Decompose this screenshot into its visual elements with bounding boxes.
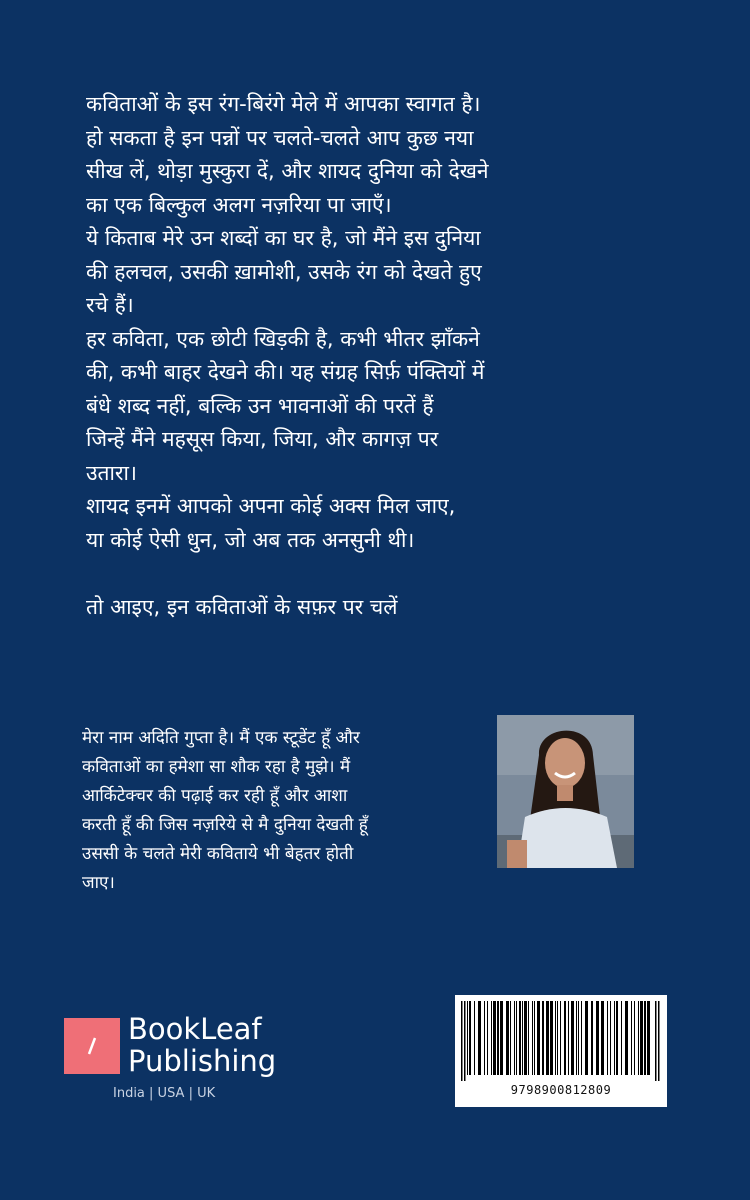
barcode-bar xyxy=(467,1001,468,1075)
author-photo xyxy=(497,715,634,868)
bio-line: जाए। xyxy=(82,873,115,893)
barcode-bar xyxy=(634,1001,635,1075)
barcode-bar xyxy=(478,1001,481,1075)
blurb-line: रचे हैं। xyxy=(86,293,134,317)
barcode-bar xyxy=(546,1001,549,1075)
barcode-bar xyxy=(493,1001,496,1075)
barcode-bar xyxy=(514,1001,515,1075)
author-bio xyxy=(82,724,482,898)
barcode-bar xyxy=(596,1001,599,1075)
barcode-bar xyxy=(640,1001,643,1075)
barcode-bar xyxy=(557,1001,558,1075)
blurb-line: की, कभी बाहर देखने की। यह संग्रह सिर्फ़ पंक्तियों में xyxy=(86,360,485,384)
barcode-bar xyxy=(614,1001,615,1075)
barcode-bar xyxy=(585,1001,588,1075)
barcode-bar xyxy=(524,1001,527,1075)
bio-line: मेरा नाम अदिति गुप्ता है। मैं एक स्टूडेंट हूँ और xyxy=(82,728,360,748)
barcode-bar xyxy=(528,1001,529,1075)
barcode-bar xyxy=(522,1001,523,1075)
publisher-logo xyxy=(64,1018,120,1074)
bio-line: करती हूँ की जिस नज़रिये से मै दुनिया देखती हूँ xyxy=(82,815,368,835)
blurb-line: हो सकता है इन पन्नों पर चलते-चलते आप कुछ नया xyxy=(86,125,474,150)
barcode-bars xyxy=(455,995,667,1081)
barcode-bar xyxy=(576,1001,577,1075)
barcode-bar xyxy=(610,1001,611,1075)
publisher-name-line2: Publishing xyxy=(128,1044,277,1078)
barcode-bar xyxy=(564,1001,566,1075)
barcode-bar xyxy=(568,1001,569,1075)
barcode-bar xyxy=(510,1001,511,1075)
barcode-bar xyxy=(581,1001,582,1075)
blurb-line: बंधे शब्द नहीं, बल्कि उन भावनाओं की परतें हैं xyxy=(86,393,434,418)
barcode-bar xyxy=(631,1001,632,1075)
publisher-regions: India | USA | UK xyxy=(113,1086,216,1101)
blurb-line: सीख लें, थोड़ा मुस्कुरा दें, और शायद दुनिया को देखने xyxy=(86,159,489,183)
blurb-line: कविताओं के इस रंग-बिरंगे मेले में आपका स्वागत है। xyxy=(86,92,481,116)
blurb-spacer xyxy=(86,557,686,591)
barcode-bar xyxy=(578,1001,579,1075)
barcode-bar xyxy=(519,1001,521,1075)
author-photo-illustration xyxy=(497,715,634,868)
blurb-line: या कोई ऐसी धुन, जो अब तक अनसुनी थी। xyxy=(86,527,415,552)
barcode-bar xyxy=(542,1001,544,1075)
barcode-bar xyxy=(537,1001,540,1075)
barcode-bar xyxy=(461,1001,463,1081)
barcode-bar xyxy=(607,1001,608,1075)
blurb-line: हर कविता, एक छोटी खिड़की है, कभी भीतर झाँकने xyxy=(86,326,480,351)
isbn-barcode xyxy=(455,995,667,1107)
barcode-bar xyxy=(571,1001,574,1075)
barcode-bar xyxy=(516,1001,517,1075)
blurb-line: उतारा। xyxy=(86,460,137,485)
blurb-closing-line: तो आइए, इन कविताओं के सफ़र पर चलें xyxy=(86,594,398,619)
barcode-bar xyxy=(487,1001,488,1075)
barcode-bar xyxy=(638,1001,639,1075)
barcode-bar xyxy=(621,1001,622,1075)
blurb-line: शायद इनमें आपको अपना कोई अक्स मिल जाए, xyxy=(86,494,456,518)
barcode-bar xyxy=(550,1001,553,1075)
blurb-line: की हलचल, उसकी ख़ामोशी, उसके रंग को देखते हुए xyxy=(86,259,482,284)
barcode-bar xyxy=(469,1001,471,1075)
barcode-bar xyxy=(484,1001,485,1075)
barcode-bar xyxy=(474,1001,475,1075)
barcode-bar xyxy=(591,1001,593,1075)
publisher-name-line1: BookLeaf xyxy=(128,1012,262,1046)
barcode-bar xyxy=(497,1001,499,1075)
barcode-bar xyxy=(532,1001,533,1075)
barcode-bar xyxy=(534,1001,535,1075)
isbn-number: 9798900812809 xyxy=(510,1083,612,1097)
barcode-bar xyxy=(555,1001,556,1075)
barcode-bar xyxy=(655,1001,657,1081)
blurb-line: ये किताब मेरे उन शब्दों का घर है, जो मैंने इस दुनिया xyxy=(86,226,481,250)
bio-line: आर्किटेक्चर की पढ़ाई कर रही हूँ और आशा xyxy=(82,786,348,806)
bio-line: कविताओं का हमेशा सा शौक रहा है मुझे। मैं xyxy=(82,757,351,777)
bio-line: उससी के चलते मेरी कविताये भी बेहतर होती xyxy=(82,844,354,864)
back-cover-blurb xyxy=(86,88,686,624)
barcode-bar xyxy=(658,1001,660,1081)
barcode-bar xyxy=(464,1001,466,1081)
barcode-bar xyxy=(616,1001,618,1075)
blurb-line: जिन्हें मैंने महसूस किया, जिया, और कागज़ पर xyxy=(86,427,439,451)
barcode-bar xyxy=(625,1001,628,1075)
barcode-bar xyxy=(500,1001,503,1075)
barcode-bar xyxy=(644,1001,646,1075)
barcode-bar xyxy=(560,1001,561,1075)
blurb-line: का एक बिल्कुल अलग नज़रिया पा जाएँ। xyxy=(86,192,392,217)
barcode-bar xyxy=(491,1001,492,1075)
barcode-bar xyxy=(601,1001,604,1075)
publisher-name xyxy=(128,1013,276,1077)
barcode-bar xyxy=(647,1001,650,1075)
slash-icon xyxy=(64,1018,120,1074)
barcode-bar xyxy=(506,1001,509,1075)
